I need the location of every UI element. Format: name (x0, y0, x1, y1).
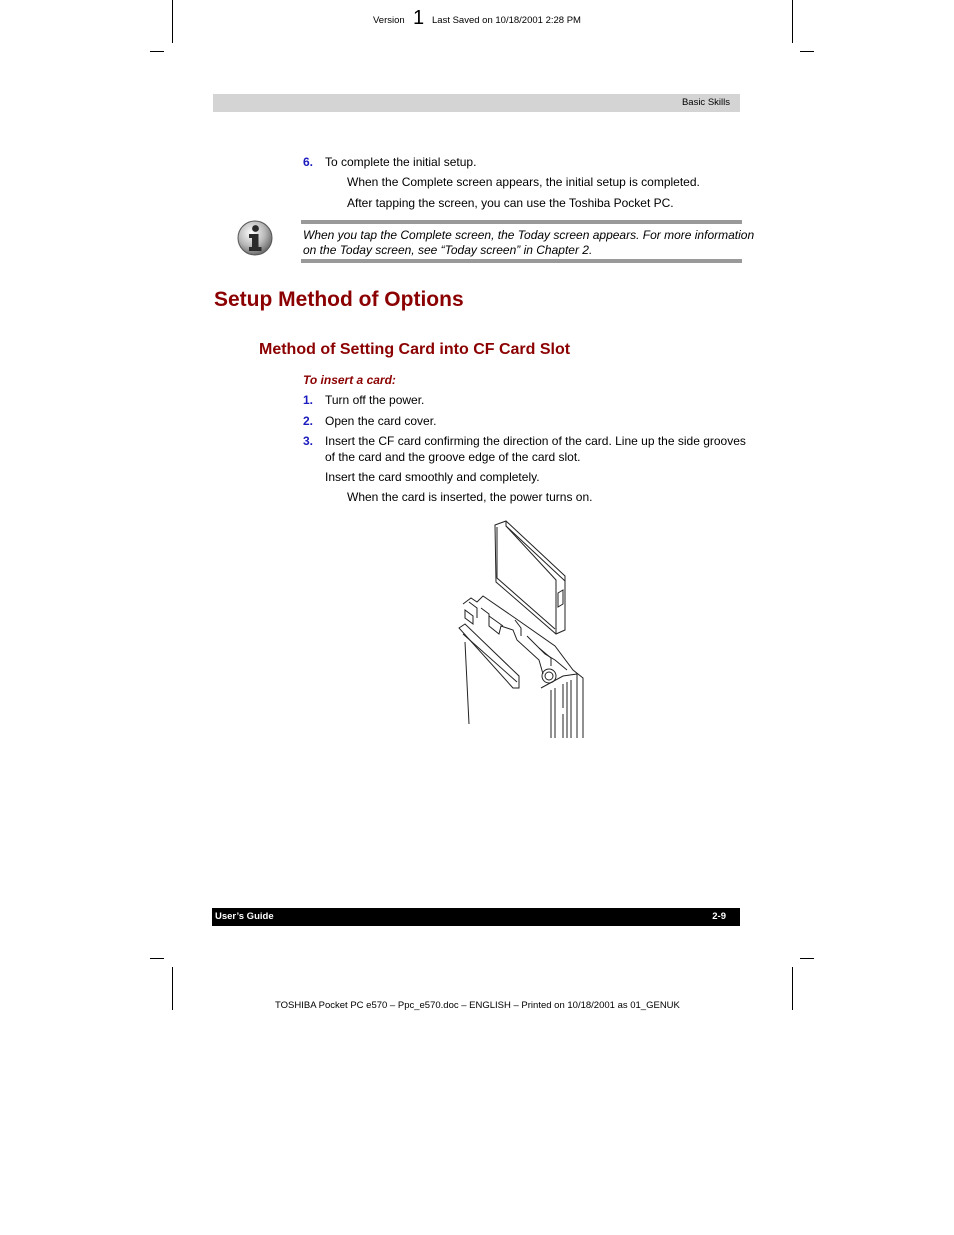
procedure-result: When the card is inserted, the power turns on. (347, 490, 593, 504)
crop-mark (792, 967, 793, 1010)
note-rule-bottom (301, 259, 742, 263)
version-label: Version (373, 15, 405, 26)
header-section-title: Basic Skills (681, 97, 730, 108)
note-line1: When you tap the Complete screen, the Today screen appears. For more information (303, 228, 755, 242)
crop-mark (800, 51, 814, 52)
footer-bar (212, 908, 740, 926)
step6-text: To complete the initial setup. (325, 155, 477, 169)
crop-mark (172, 0, 173, 43)
crop-mark (150, 51, 164, 52)
procedure-paragraph: Insert the card smoothly and completely. (325, 470, 540, 484)
note-line2: on the Today screen, see “Today screen” in Chapter 2. (303, 243, 593, 257)
header-bar (213, 94, 740, 112)
step-text: Turn off the power. (325, 393, 425, 407)
step-number: 1. (303, 393, 314, 407)
step-number: 3. (303, 434, 314, 448)
subsection-title: Method of Setting Card into CF Card Slot (259, 341, 571, 358)
version-number: 1 (413, 7, 425, 29)
crop-mark (172, 967, 173, 1010)
step-text: Open the card cover. (325, 414, 437, 428)
info-icon (236, 219, 274, 257)
step-number: 2. (303, 414, 314, 428)
cf-card-insert-illustration (455, 518, 590, 743)
last-saved: Last Saved on 10/18/2001 2:28 PM (432, 15, 581, 26)
crop-mark (800, 958, 814, 959)
crop-mark (150, 958, 164, 959)
step-text-line2: of the card and the groove edge of the card slot. (325, 450, 581, 464)
step6-sub2: After tapping the screen, you can use the Toshiba Pocket PC. (347, 196, 674, 210)
section-title: Setup Method of Options (214, 288, 464, 311)
step6-sub1: When the Complete screen appears, the initial setup is completed. (347, 175, 700, 189)
procedure-title: To insert a card: (303, 373, 396, 387)
footer-page-number: 2-9 (712, 911, 726, 922)
footer-guide-title: User’s Guide (215, 911, 274, 922)
print-line: TOSHIBA Pocket PC e570 – Ppc_e570.doc – ENGLISH – Printed on 10/18/2001 as 01_GENUK (275, 1000, 680, 1011)
step6-number: 6. (303, 155, 314, 169)
step-text-line1: Insert the CF card confirming the direction of the card. Line up the side grooves (325, 434, 746, 448)
crop-mark (792, 0, 793, 43)
note-rule-top (301, 220, 742, 224)
